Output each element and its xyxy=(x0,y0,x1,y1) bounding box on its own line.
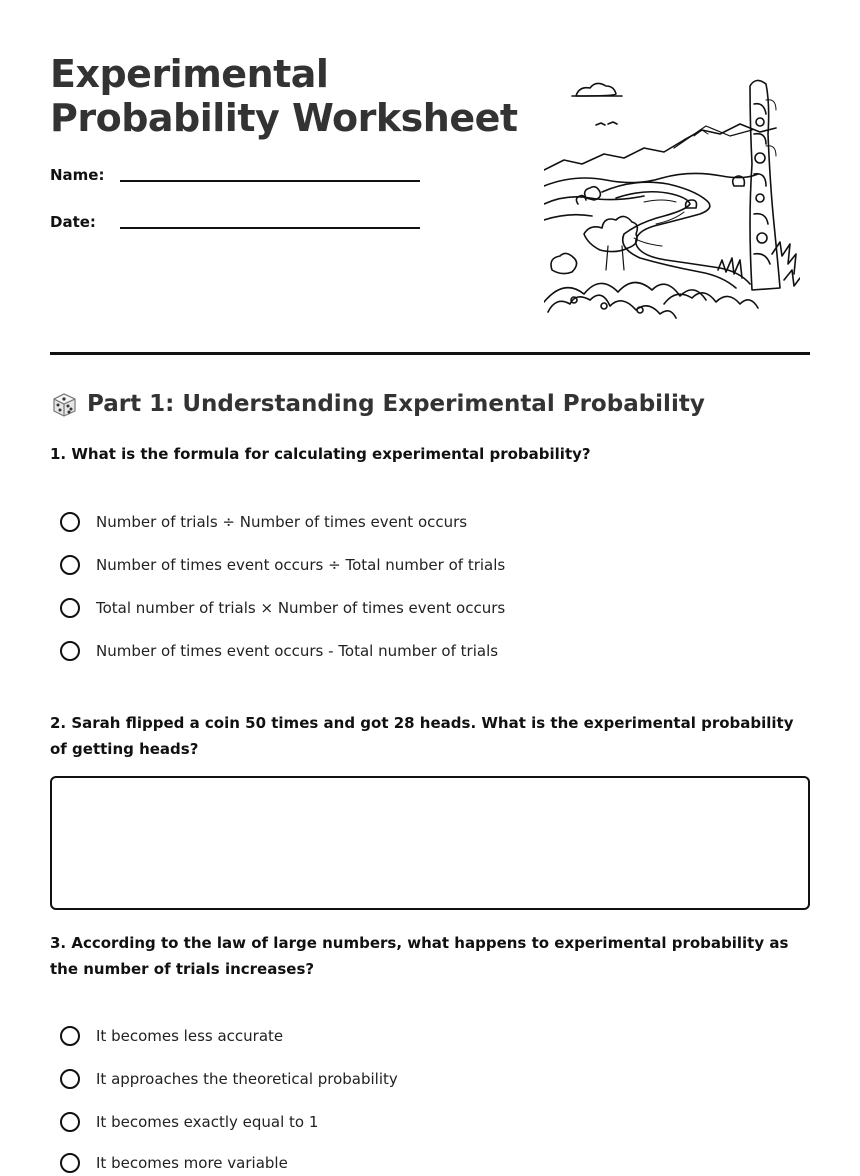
option-label: It becomes more variable xyxy=(96,1154,288,1172)
option-label: Total number of trials × Number of times event occurs xyxy=(96,599,506,617)
radio-button[interactable] xyxy=(60,1153,80,1173)
radio-button[interactable] xyxy=(60,555,80,575)
radio-button[interactable] xyxy=(60,641,80,661)
title-line-2: Probability Worksheet xyxy=(50,96,518,140)
section-title-text: Part 1: Understanding Experimental Probability xyxy=(87,391,705,417)
title-line-1: Experimental xyxy=(50,52,329,96)
radio-button[interactable] xyxy=(60,598,80,618)
name-line[interactable] xyxy=(120,180,420,182)
name-field[interactable] xyxy=(50,166,420,190)
radio-button[interactable] xyxy=(60,1069,80,1089)
landscape-with-carved-pole-illustration xyxy=(544,74,800,322)
q1-option-2[interactable] xyxy=(60,552,505,578)
question-2: 2. Sarah flipped a coin 50 times and got 28 heads. What is the experimental probability of getting heads? xyxy=(50,714,794,758)
worksheet-title xyxy=(50,52,518,140)
option-label: It approaches the theoretical probability xyxy=(96,1070,398,1088)
question-1: 1. What is the formula for calculating experimental probability? xyxy=(50,445,591,463)
radio-button[interactable] xyxy=(60,1112,80,1132)
date-label: Date: xyxy=(50,213,96,231)
worksheet-header xyxy=(50,0,810,355)
worksheet-page xyxy=(50,0,810,1172)
option-label: It becomes exactly equal to 1 xyxy=(96,1113,319,1131)
question-3: 3. According to the law of large numbers, what happens to experimental probability as the number of trials increases? xyxy=(50,934,789,978)
q3-option-3[interactable] xyxy=(60,1109,318,1135)
option-label: It becomes less accurate xyxy=(96,1027,284,1045)
q3-option-2[interactable] xyxy=(60,1066,398,1092)
option-label: Number of trials ÷ Number of times event occurs xyxy=(96,513,468,531)
section-title xyxy=(50,388,705,420)
date-field[interactable] xyxy=(50,213,420,237)
name-label: Name: xyxy=(50,166,105,184)
radio-button[interactable] xyxy=(60,1026,80,1046)
q1-option-1[interactable] xyxy=(60,509,467,535)
option-label: Number of times event occurs - Total number of trials xyxy=(96,642,499,660)
dice-icon xyxy=(50,390,78,418)
answer-textbox[interactable] xyxy=(50,776,810,910)
q3-option-4[interactable] xyxy=(60,1150,288,1176)
date-line[interactable] xyxy=(120,227,420,229)
q1-option-3[interactable] xyxy=(60,595,505,621)
q1-option-4[interactable] xyxy=(60,638,498,664)
radio-button[interactable] xyxy=(60,512,80,532)
option-label: Number of times event occurs ÷ Total number of trials xyxy=(96,556,506,574)
q3-option-1[interactable] xyxy=(60,1023,283,1049)
